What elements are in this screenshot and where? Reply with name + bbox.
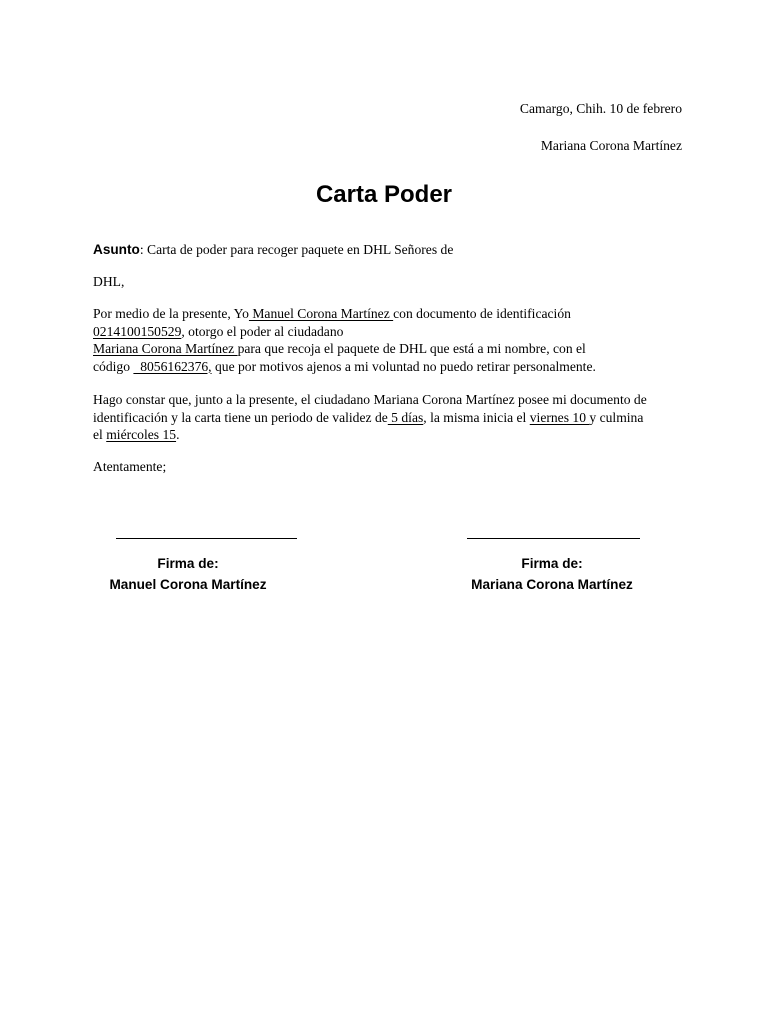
paragraph-authorization <box>93 305 683 375</box>
text-span: . <box>176 427 180 442</box>
text-span: Por medio de la presente, Yo <box>93 306 249 321</box>
subject-text: : Carta de poder para recoger paquete en DHL Señores de <box>139 242 454 257</box>
subject-line <box>93 241 683 259</box>
page-title: Carta Poder <box>315 181 453 208</box>
signature-line-left <box>116 538 297 539</box>
signature-block-right <box>452 553 652 595</box>
paragraph-validity <box>93 391 683 444</box>
salutation: DHL, <box>93 274 125 289</box>
text-span: identificación y la carta tiene un periodo de validez de <box>93 409 388 425</box>
paragraph-line <box>93 340 683 358</box>
signature-name: Manuel Corona Martínez <box>109 577 267 592</box>
place-date: Camargo, Chih. 10 de febrero <box>519 101 682 116</box>
text-span: y culmina <box>589 409 644 425</box>
text-span: que por motivos ajenos a mi voluntad no puedo retirar personalmente. <box>211 358 596 374</box>
signature-line-right <box>467 538 640 539</box>
grantor-name: Manuel Corona Martínez <box>248 306 394 321</box>
paragraph-line <box>93 409 683 427</box>
signature-label: Firma de: <box>157 556 219 571</box>
text-span: para que recoja el paquete de DHL que está a mi nombre, con el <box>237 341 586 356</box>
signature-label: Firma de: <box>521 556 583 571</box>
text-span: con documento de identificación <box>393 306 571 321</box>
validity-period: 5 días <box>387 409 424 425</box>
closing: Atentamente; <box>93 459 167 474</box>
paragraph-line <box>93 426 683 444</box>
text-span: el <box>93 427 107 442</box>
text-span: código <box>93 358 134 374</box>
package-code: 8056162376, <box>133 358 212 374</box>
recipient-name: Mariana Corona Martínez <box>540 138 682 153</box>
paragraph-line: Hago constar que, junto a la presente, el ciudadano Mariana Corona Martínez posee mi documento de <box>93 392 647 407</box>
paragraph-line <box>93 358 683 376</box>
paragraph-line <box>93 305 683 323</box>
signature-block-left <box>88 553 288 595</box>
end-date: miércoles 15 <box>106 427 177 442</box>
subject-label: Asunto <box>93 242 140 257</box>
start-date: viernes 10 <box>529 409 590 425</box>
signature-name: Mariana Corona Martínez <box>471 577 633 592</box>
id-number: 0214100150529 <box>93 323 182 339</box>
grantee-name: Mariana Corona Martínez <box>93 341 238 356</box>
text-span: , otorgo el poder al ciudadano <box>181 323 344 339</box>
text-span: , la misma inicia el <box>423 409 530 425</box>
paragraph-line <box>93 323 683 341</box>
